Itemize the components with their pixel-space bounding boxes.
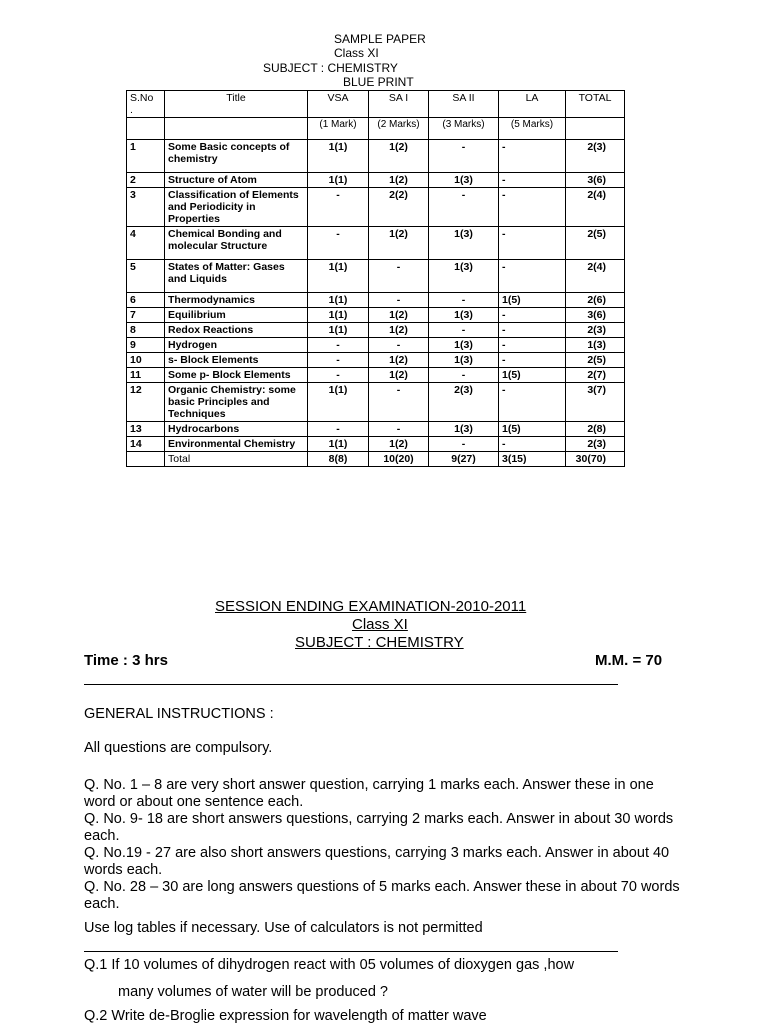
table-cell: 1(5): [499, 368, 566, 383]
table-cell: 2(3): [429, 383, 499, 422]
table-cell: -: [499, 260, 566, 293]
table-cell: Hydrocarbons: [165, 422, 308, 437]
table-cell: Chemical Bonding and molecular Structure: [165, 227, 308, 260]
table-cell: 2(5): [566, 227, 625, 260]
table-cell: -: [308, 353, 369, 368]
table-cell: LA: [499, 91, 566, 118]
table-cell: 12: [127, 383, 165, 422]
table-cell: 1(1): [308, 140, 369, 173]
table-cell: Redox Reactions: [165, 323, 308, 338]
table-cell: 1(1): [308, 293, 369, 308]
question-1: Q.1 If 10 volumes of dihydrogen react with 05 volumes of dioxygen gas ,how: [84, 957, 575, 973]
table-cell: 1(2): [369, 323, 429, 338]
table-cell: -: [429, 293, 499, 308]
table-row: [127, 323, 625, 338]
exam-max-marks: M.M. = 70: [595, 652, 663, 669]
table-cell: -: [308, 368, 369, 383]
table-cell: -: [369, 260, 429, 293]
instruction-note: Use log tables if necessary. Use of calculators is not permitted: [84, 920, 483, 936]
table-row: [127, 308, 625, 323]
table-cell: 1(1): [308, 323, 369, 338]
table-cell: 8(8): [308, 452, 369, 467]
table-cell: 1(5): [499, 293, 566, 308]
table-cell: Structure of Atom: [165, 173, 308, 188]
question-1-continued: many volumes of water will be produced ?: [118, 984, 388, 1000]
table-cell: -: [369, 293, 429, 308]
table-cell: Hydrogen: [165, 338, 308, 353]
table-cell: 1(1): [308, 308, 369, 323]
instruction-rule: Q. No. 1 – 8 are very short answer question, carrying 1 marks each. Answer these in one word or about one sentence each.: [84, 777, 654, 810]
table-cell: 14: [127, 437, 165, 452]
table-cell: 4: [127, 227, 165, 260]
table-cell: Equilibrium: [165, 308, 308, 323]
table-cell: 2(5): [566, 353, 625, 368]
table-cell: Organic Chemistry: some basic Principles and Techniques: [165, 383, 308, 422]
table-cell: 10(20): [369, 452, 429, 467]
table-cell: 2(3): [566, 140, 625, 173]
table-cell: -: [499, 437, 566, 452]
table-cell: Total: [165, 452, 308, 467]
table-cell: 2(2): [369, 188, 429, 227]
table-cell: 2(4): [566, 188, 625, 227]
table-cell: Thermodynamics: [165, 293, 308, 308]
table-cell: 10: [127, 353, 165, 368]
table-cell: 2(6): [566, 293, 625, 308]
exam-time: Time : 3 hrs: [84, 652, 168, 669]
table-cell: 11: [127, 368, 165, 383]
table-cell: 1: [127, 140, 165, 173]
table-cell: 1(3): [429, 353, 499, 368]
table-cell: (3 Marks): [429, 118, 499, 140]
table-cell: 2: [127, 173, 165, 188]
table-cell: 1(3): [429, 173, 499, 188]
table-cell: 2(4): [566, 260, 625, 293]
table-cell: 1(3): [566, 338, 625, 353]
table-cell: 30(70): [566, 452, 625, 467]
table-cell: 1(1): [308, 260, 369, 293]
divider-line: [84, 951, 618, 952]
table-cell: 1(2): [369, 173, 429, 188]
blue-print-heading: BLUE PRINT: [343, 75, 414, 89]
table-cell: 1(2): [369, 140, 429, 173]
table-cell: 3(7): [566, 383, 625, 422]
table-cell: -: [308, 227, 369, 260]
table-cell: 1(2): [369, 353, 429, 368]
table-cell: -: [499, 308, 566, 323]
table-cell: 3(15): [499, 452, 566, 467]
table-cell: S.No .: [127, 91, 165, 118]
class-heading: Class XI: [334, 46, 379, 60]
table-row: [127, 293, 625, 308]
sample-paper-heading: SAMPLE PAPER: [334, 32, 426, 46]
table-cell: SA I: [369, 91, 429, 118]
exam-class: Class XI: [352, 616, 408, 633]
table-cell: VSA: [308, 91, 369, 118]
table-cell: 1(2): [369, 437, 429, 452]
instruction-rules: [84, 777, 684, 913]
question-2: Q.2 Write de-Broglie expression for wavelength of matter wave: [84, 1008, 487, 1024]
table-cell: 13: [127, 422, 165, 437]
table-row: [127, 437, 625, 452]
table-cell: 1(3): [429, 422, 499, 437]
table-cell: -: [308, 422, 369, 437]
instruction-rule: Q. No. 9- 18 are short answers questions, carrying 2 marks each. Answer in about 30 words each.: [84, 811, 674, 844]
table-cell: -: [369, 383, 429, 422]
table-cell: s- Block Elements: [165, 353, 308, 368]
table-cell: 1(2): [369, 308, 429, 323]
table-cell: -: [369, 422, 429, 437]
table-cell: -: [429, 140, 499, 173]
table-cell: (5 Marks): [499, 118, 566, 140]
table-cell: Environmental Chemistry: [165, 437, 308, 452]
table-cell: -: [499, 227, 566, 260]
table-cell: 3: [127, 188, 165, 227]
table-cell: -: [499, 140, 566, 173]
table-cell: 1(3): [429, 308, 499, 323]
table-cell: 1(2): [369, 368, 429, 383]
table-row: [127, 383, 625, 422]
table-cell: -: [429, 368, 499, 383]
table-cell: [566, 118, 625, 140]
table-header-row: [127, 91, 625, 118]
instructions-heading: GENERAL INSTRUCTIONS :: [84, 706, 274, 722]
table-cell: -: [429, 323, 499, 338]
table-cell: Some Basic concepts of chemistry: [165, 140, 308, 173]
table-row: [127, 353, 625, 368]
table-cell: (2 Marks): [369, 118, 429, 140]
table-cell: 9(27): [429, 452, 499, 467]
instruction-all-compulsory: All questions are compulsory.: [84, 740, 273, 756]
table-cell: 1(1): [308, 383, 369, 422]
table-cell: 8: [127, 323, 165, 338]
table-cell: -: [499, 383, 566, 422]
divider-line: [84, 684, 618, 685]
exam-title: SESSION ENDING EXAMINATION-2010-2011: [215, 598, 527, 615]
instruction-rule: Q. No.19 - 27 are also short answers questions, carrying 3 marks each. Answer in about 40 words each.: [84, 845, 670, 878]
table-cell: TOTAL: [566, 91, 625, 118]
table-cell: -: [499, 338, 566, 353]
table-cell: [127, 118, 165, 140]
table-cell: States of Matter: Gases and Liquids: [165, 260, 308, 293]
exam-subject: SUBJECT : CHEMISTRY: [295, 634, 464, 651]
table-cell: -: [429, 437, 499, 452]
table-cell: -: [499, 323, 566, 338]
table-cell: 3(6): [566, 173, 625, 188]
table-cell: -: [369, 338, 429, 353]
table-row: [127, 173, 625, 188]
table-cell: 1(1): [308, 437, 369, 452]
table-cell: 7: [127, 308, 165, 323]
table-marks-row: [127, 118, 625, 140]
table-total-row: [127, 452, 625, 467]
table-cell: 1(5): [499, 422, 566, 437]
table-cell: Some p- Block Elements: [165, 368, 308, 383]
table-cell: Title: [165, 91, 308, 118]
table-cell: -: [499, 188, 566, 227]
table-row: [127, 338, 625, 353]
table-cell: [165, 118, 308, 140]
table-cell: (1 Mark): [308, 118, 369, 140]
table-cell: -: [499, 173, 566, 188]
table-cell: -: [308, 338, 369, 353]
table-row: [127, 260, 625, 293]
subject-heading: SUBJECT : CHEMISTRY: [263, 61, 398, 75]
table-cell: 2(3): [566, 437, 625, 452]
table-row: [127, 188, 625, 227]
table-cell: 1(1): [308, 173, 369, 188]
table-cell: 2(8): [566, 422, 625, 437]
table-cell: 2(7): [566, 368, 625, 383]
table-cell: 5: [127, 260, 165, 293]
instruction-rule: Q. No. 28 – 30 are long answers questions of 5 marks each. Answer these in about 70 words each.: [84, 879, 680, 912]
table-cell: SA II: [429, 91, 499, 118]
table-cell: 1(3): [429, 227, 499, 260]
table-cell: 3(6): [566, 308, 625, 323]
table-row: [127, 140, 625, 173]
table-cell: 1(3): [429, 338, 499, 353]
table-cell: 9: [127, 338, 165, 353]
table-cell: -: [499, 353, 566, 368]
table-cell: 1(3): [429, 260, 499, 293]
blueprint-table: [126, 90, 625, 467]
table-row: [127, 368, 625, 383]
table-cell: 2(3): [566, 323, 625, 338]
table-cell: [127, 452, 165, 467]
table-cell: -: [308, 188, 369, 227]
table-row: [127, 227, 625, 260]
table-row: [127, 422, 625, 437]
table-cell: 1(2): [369, 227, 429, 260]
table-cell: 6: [127, 293, 165, 308]
table-cell: Classification of Elements and Periodicity in Properties: [165, 188, 308, 227]
table-cell: -: [429, 188, 499, 227]
